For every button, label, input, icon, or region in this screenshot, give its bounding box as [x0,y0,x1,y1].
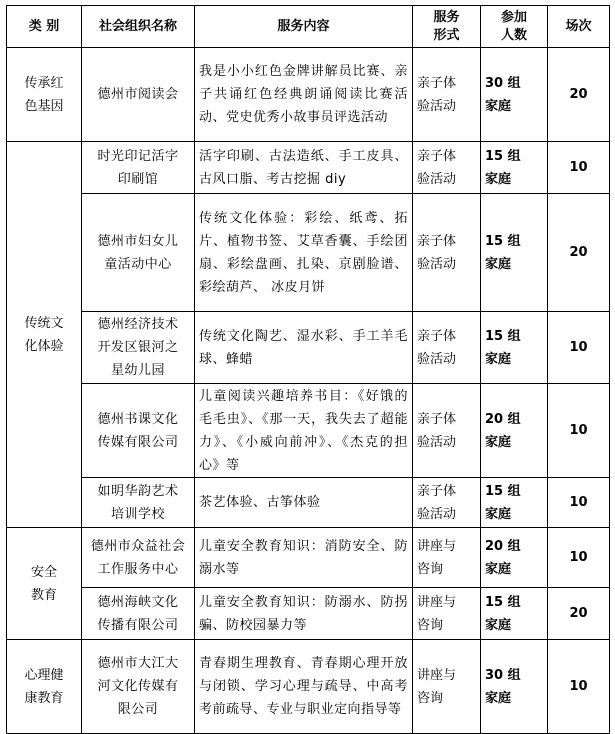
form-cell: 亲子体 验活动 [413,194,481,312]
form-cell: 亲子体 验活动 [413,142,481,194]
form-cell: 讲座与 咨询 [413,588,481,640]
table-row [7,194,610,312]
people-cell: 15 组 家庭 [481,142,548,194]
header-content: 服务内容 [195,6,413,48]
content-cell: 传统文化体验：彩绘、纸鸢、拓片、植物书签、艾草香囊、手绘团扇、彩绘盘画、扎染、京剧脸谱、彩绘葫芦、 冰皮月饼 [195,194,413,312]
form-cell: 讲座与 咨询 [413,528,481,588]
table-row [7,48,610,142]
org-cell: 德州经济技术 开发区银河之 星幼儿园 [82,312,195,384]
people-cell: 15 组 家庭 [481,312,548,384]
header-row [7,6,610,48]
table-row [7,384,610,478]
form-cell: 亲子体 验活动 [413,478,481,528]
count-cell: 10 [548,640,610,734]
category-cell: 传统文 化体验 [7,142,82,528]
content-cell: 茶艺体验、古筝体验 [195,478,413,528]
count-cell: 20 [548,48,610,142]
count-cell: 20 [548,194,610,312]
service-schedule-table [6,5,610,734]
content-cell: 青春期生理教育、青春期心理开放与闭锁、学习心理与疏导、中高考考前疏导、专业与职业定向指导等 [195,640,413,734]
table-row [7,478,610,528]
form-cell: 讲座与 咨询 [413,640,481,734]
org-cell: 德州市大江大 河文化传媒有 限公司 [82,640,195,734]
org-cell: 德州市妇女儿 童活动中心 [82,194,195,312]
org-cell: 德州海峡文化 传播有限公司 [82,588,195,640]
content-cell: 传统文化陶艺、湿水彩、手工羊毛球、蜂蜡 [195,312,413,384]
table-row [7,640,610,734]
people-cell: 20 组 家庭 [481,384,548,478]
count-cell: 10 [548,528,610,588]
category-cell: 安全 教育 [7,528,82,640]
header-count: 场次 [548,6,610,48]
form-cell: 亲子体 验活动 [413,312,481,384]
count-cell: 10 [548,384,610,478]
org-cell: 德州书课文化 传媒有限公司 [82,384,195,478]
content-cell: 儿童安全教育知识：防溺水、防拐骗、防校园暴力等 [195,588,413,640]
count-cell: 10 [548,142,610,194]
count-cell: 20 [548,588,610,640]
people-cell: 30 组 家庭 [481,48,548,142]
org-cell: 如明华韵艺术 培训学校 [82,478,195,528]
category-cell: 心理健 康教育 [7,640,82,734]
count-cell: 10 [548,312,610,384]
category-cell: 传承红 色基因 [7,48,82,142]
form-cell: 亲子体 验活动 [413,48,481,142]
org-cell: 德州市众益社会 工作服务中心 [82,528,195,588]
header-org: 社会组织名称 [82,6,195,48]
people-cell: 15 组 家庭 [481,194,548,312]
header-category: 类 别 [7,6,82,48]
people-cell: 15 组 家庭 [481,478,548,528]
table-row [7,588,610,640]
header-people: 参加 人数 [481,6,548,48]
content-cell: 活字印刷、古法造纸、手工皮具、古风口脂、考古挖掘 diy [195,142,413,194]
content-cell: 儿童安全教育知识：消防安全、防溺水等 [195,528,413,588]
content-cell: 儿童阅读兴趣培养书目：《好饿的毛毛虫》、《那一天，我失去了超能力》、《小威向前冲》、《杰克的担心》等 [195,384,413,478]
org-cell: 德州市阅读会 [82,48,195,142]
table-row [7,142,610,194]
table-row [7,312,610,384]
org-cell: 时光印记活字 印刷馆 [82,142,195,194]
people-cell: 15 组 家庭 [481,588,548,640]
people-cell: 20 组 家庭 [481,528,548,588]
people-cell: 30 组 家庭 [481,640,548,734]
count-cell: 10 [548,478,610,528]
header-form: 服务 形式 [413,6,481,48]
content-cell: 我是小小红色金牌讲解员比赛、亲子共诵红色经典朗诵阅读比赛活动、党史优秀小故事员评选活动 [195,48,413,142]
form-cell: 亲子体 验活动 [413,384,481,478]
table-row [7,528,610,588]
